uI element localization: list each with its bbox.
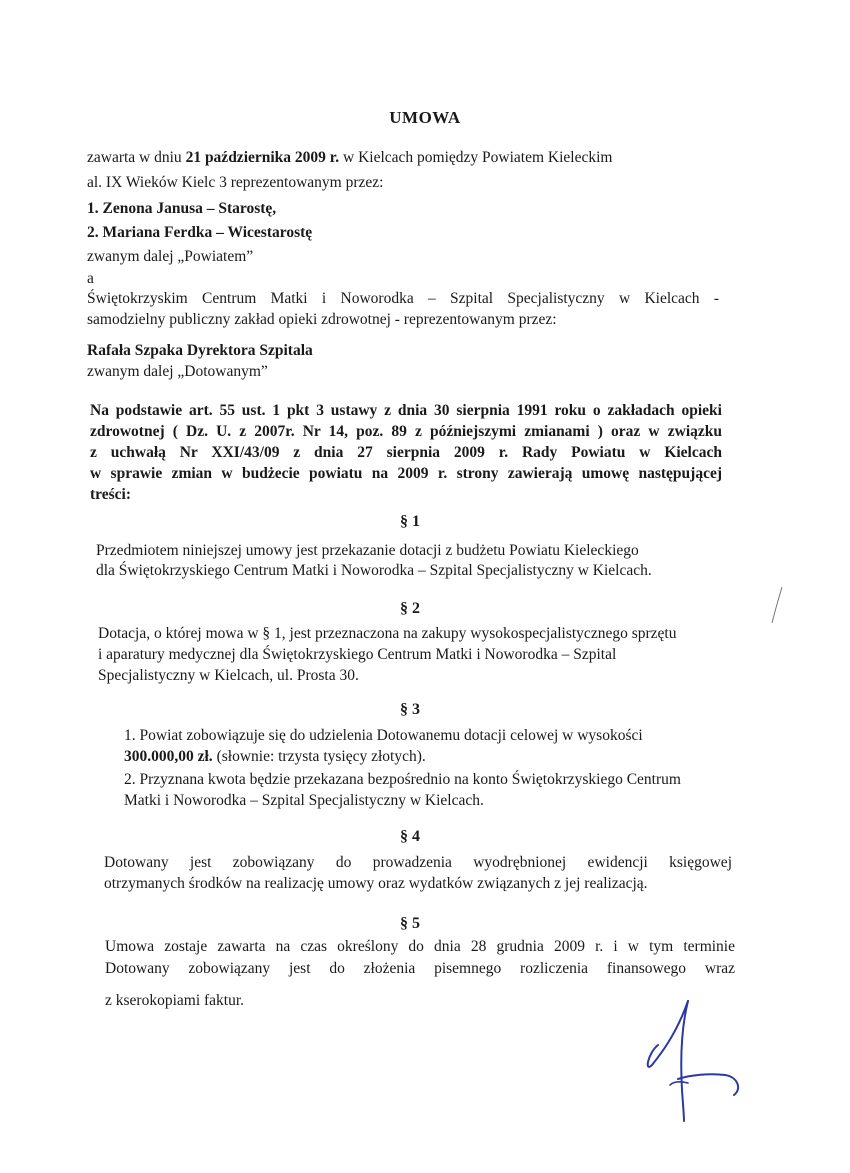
section-5-line-2 (105, 958, 735, 979)
basis-line-4 (90, 463, 722, 484)
basis-line-1 (90, 400, 722, 421)
party-2-line-1-text: Świętokrzyskim Centrum Matki i Noworodka – Szpital Specjalistyczny w Kielcach - (87, 290, 719, 307)
section-1-heading: § 1 (400, 513, 420, 530)
document-title: UMOWA (389, 108, 461, 127)
section-5-line-1 (105, 936, 735, 957)
section-3-line-1: 1. Powiat zobowiązuje się do udzielenia Dotowanemu dotacji celowej w wysokości (124, 727, 643, 744)
intro-address: al. IX Wieków Kielc 3 reprezentowanym przez: (87, 174, 384, 191)
representative-2: 2. Mariana Ferdka – Wicestarostę (87, 224, 313, 241)
section-3-line-2 (124, 746, 426, 767)
representative-3: Rafała Szpaka Dyrektora Szpitala (87, 342, 313, 359)
party-2-alias: zwanym dalej „Dotowanym” (87, 363, 268, 380)
section-2-heading: § 2 (400, 600, 420, 617)
section-4-heading: § 4 (400, 828, 420, 845)
section-4-line-2: otrzymanych środków na realizację umowy oraz wydatków związanych z jej realizacją. (104, 875, 648, 892)
party-2-line-2: samodzielny publiczny zakład opieki zdrowotnej - reprezentowanym przez: (87, 311, 557, 328)
party-1-alias: zwanym dalej „Powiatem” (87, 248, 254, 265)
section-5-line-3: z kserokopiami faktur. (105, 992, 245, 1009)
section-1-line-1: Przedmiotem niniejszej umowy jest przekazanie dotacji z budżetu Powiatu Kieleckiego (96, 542, 639, 559)
section-4-line-1-text: Dotowany jest zobowiązany do prowadzenia wyodrębnionej ewidencji księgowej (104, 854, 732, 871)
intro-line-1-start: zawarta w dniu (87, 149, 186, 166)
section-2-line-1: Dotacja, o której mowa w § 1, jest przeznaczona na zakupy wysokospecjalistycznego sprzętu (98, 625, 677, 642)
basis-line-4-text: w sprawie zmian w budżecie powiatu na 2009 r. strony zawierają umowę następującej (90, 465, 722, 482)
section-2-line-2: i aparatury medycznej dla Świętokrzyskiego Centrum Matki i Noworodka – Szpital (98, 646, 617, 663)
basis-line-2 (90, 421, 722, 442)
intro-line-1 (87, 147, 612, 168)
section-5-line-2-text: Dotowany zobowiązany jest do złożenia pisemnego rozliczenia finansowego wraz (105, 960, 735, 977)
intro-line-1-end: w Kielcach pomiędzy Powiatem Kieleckim (339, 149, 613, 166)
section-5-line-1-text: Umowa zostaje zawarta na czas określony do dnia 28 grudnia 2009 r. i w tym terminie (105, 938, 735, 955)
and-conjunction: a (87, 270, 94, 287)
section-1-line-2: dla Świętokrzyskiego Centrum Matki i Noworodka – Szpital Specjalistyczny w Kielcach. (96, 562, 652, 579)
signature-initials (630, 995, 760, 1125)
basis-line-5: treści: (90, 486, 132, 503)
basis-line-3 (90, 442, 722, 463)
section-3-line-3: 2. Przyznana kwota będzie przekazana bezpośrednio na konto Świętokrzyskiego Centrum (124, 771, 681, 788)
section-3-heading: § 3 (400, 701, 420, 718)
party-2-line-1 (87, 288, 719, 309)
section-3-line-4: Matki i Noworodka – Szpital Specjalistyczny w Kielcach. (124, 792, 484, 809)
grant-amount: 300.000,00 zł. (124, 748, 213, 765)
section-4-line-1 (104, 852, 732, 873)
section-2-line-3: Specjalistyczny w Kielcach, ul. Prosta 30. (98, 667, 359, 684)
contract-date: 21 października 2009 r. (185, 149, 340, 166)
basis-line-1-text: Na podstawie art. 55 ust. 1 pkt 3 ustawy z dnia 30 sierpnia 1991 roku o zakładach opieki (90, 402, 722, 419)
basis-line-3-text: z uchwałą Nr XXI/43/09 z dnia 27 sierpnia 2009 r. Rady Powiatu w Kielcach (90, 444, 722, 461)
section-5-heading: § 5 (400, 915, 420, 932)
representative-1: 1. Zenona Janusa – Starostę, (87, 200, 277, 217)
basis-line-2-text: zdrowotnej ( Dz. U. z 2007r. Nr 14, poz. 89 z późniejszymi zmianami ) oraz w związku (90, 423, 722, 440)
margin-pen-mark (770, 585, 784, 625)
grant-amount-words: (słownie: trzysta tysięcy złotych). (212, 748, 426, 765)
